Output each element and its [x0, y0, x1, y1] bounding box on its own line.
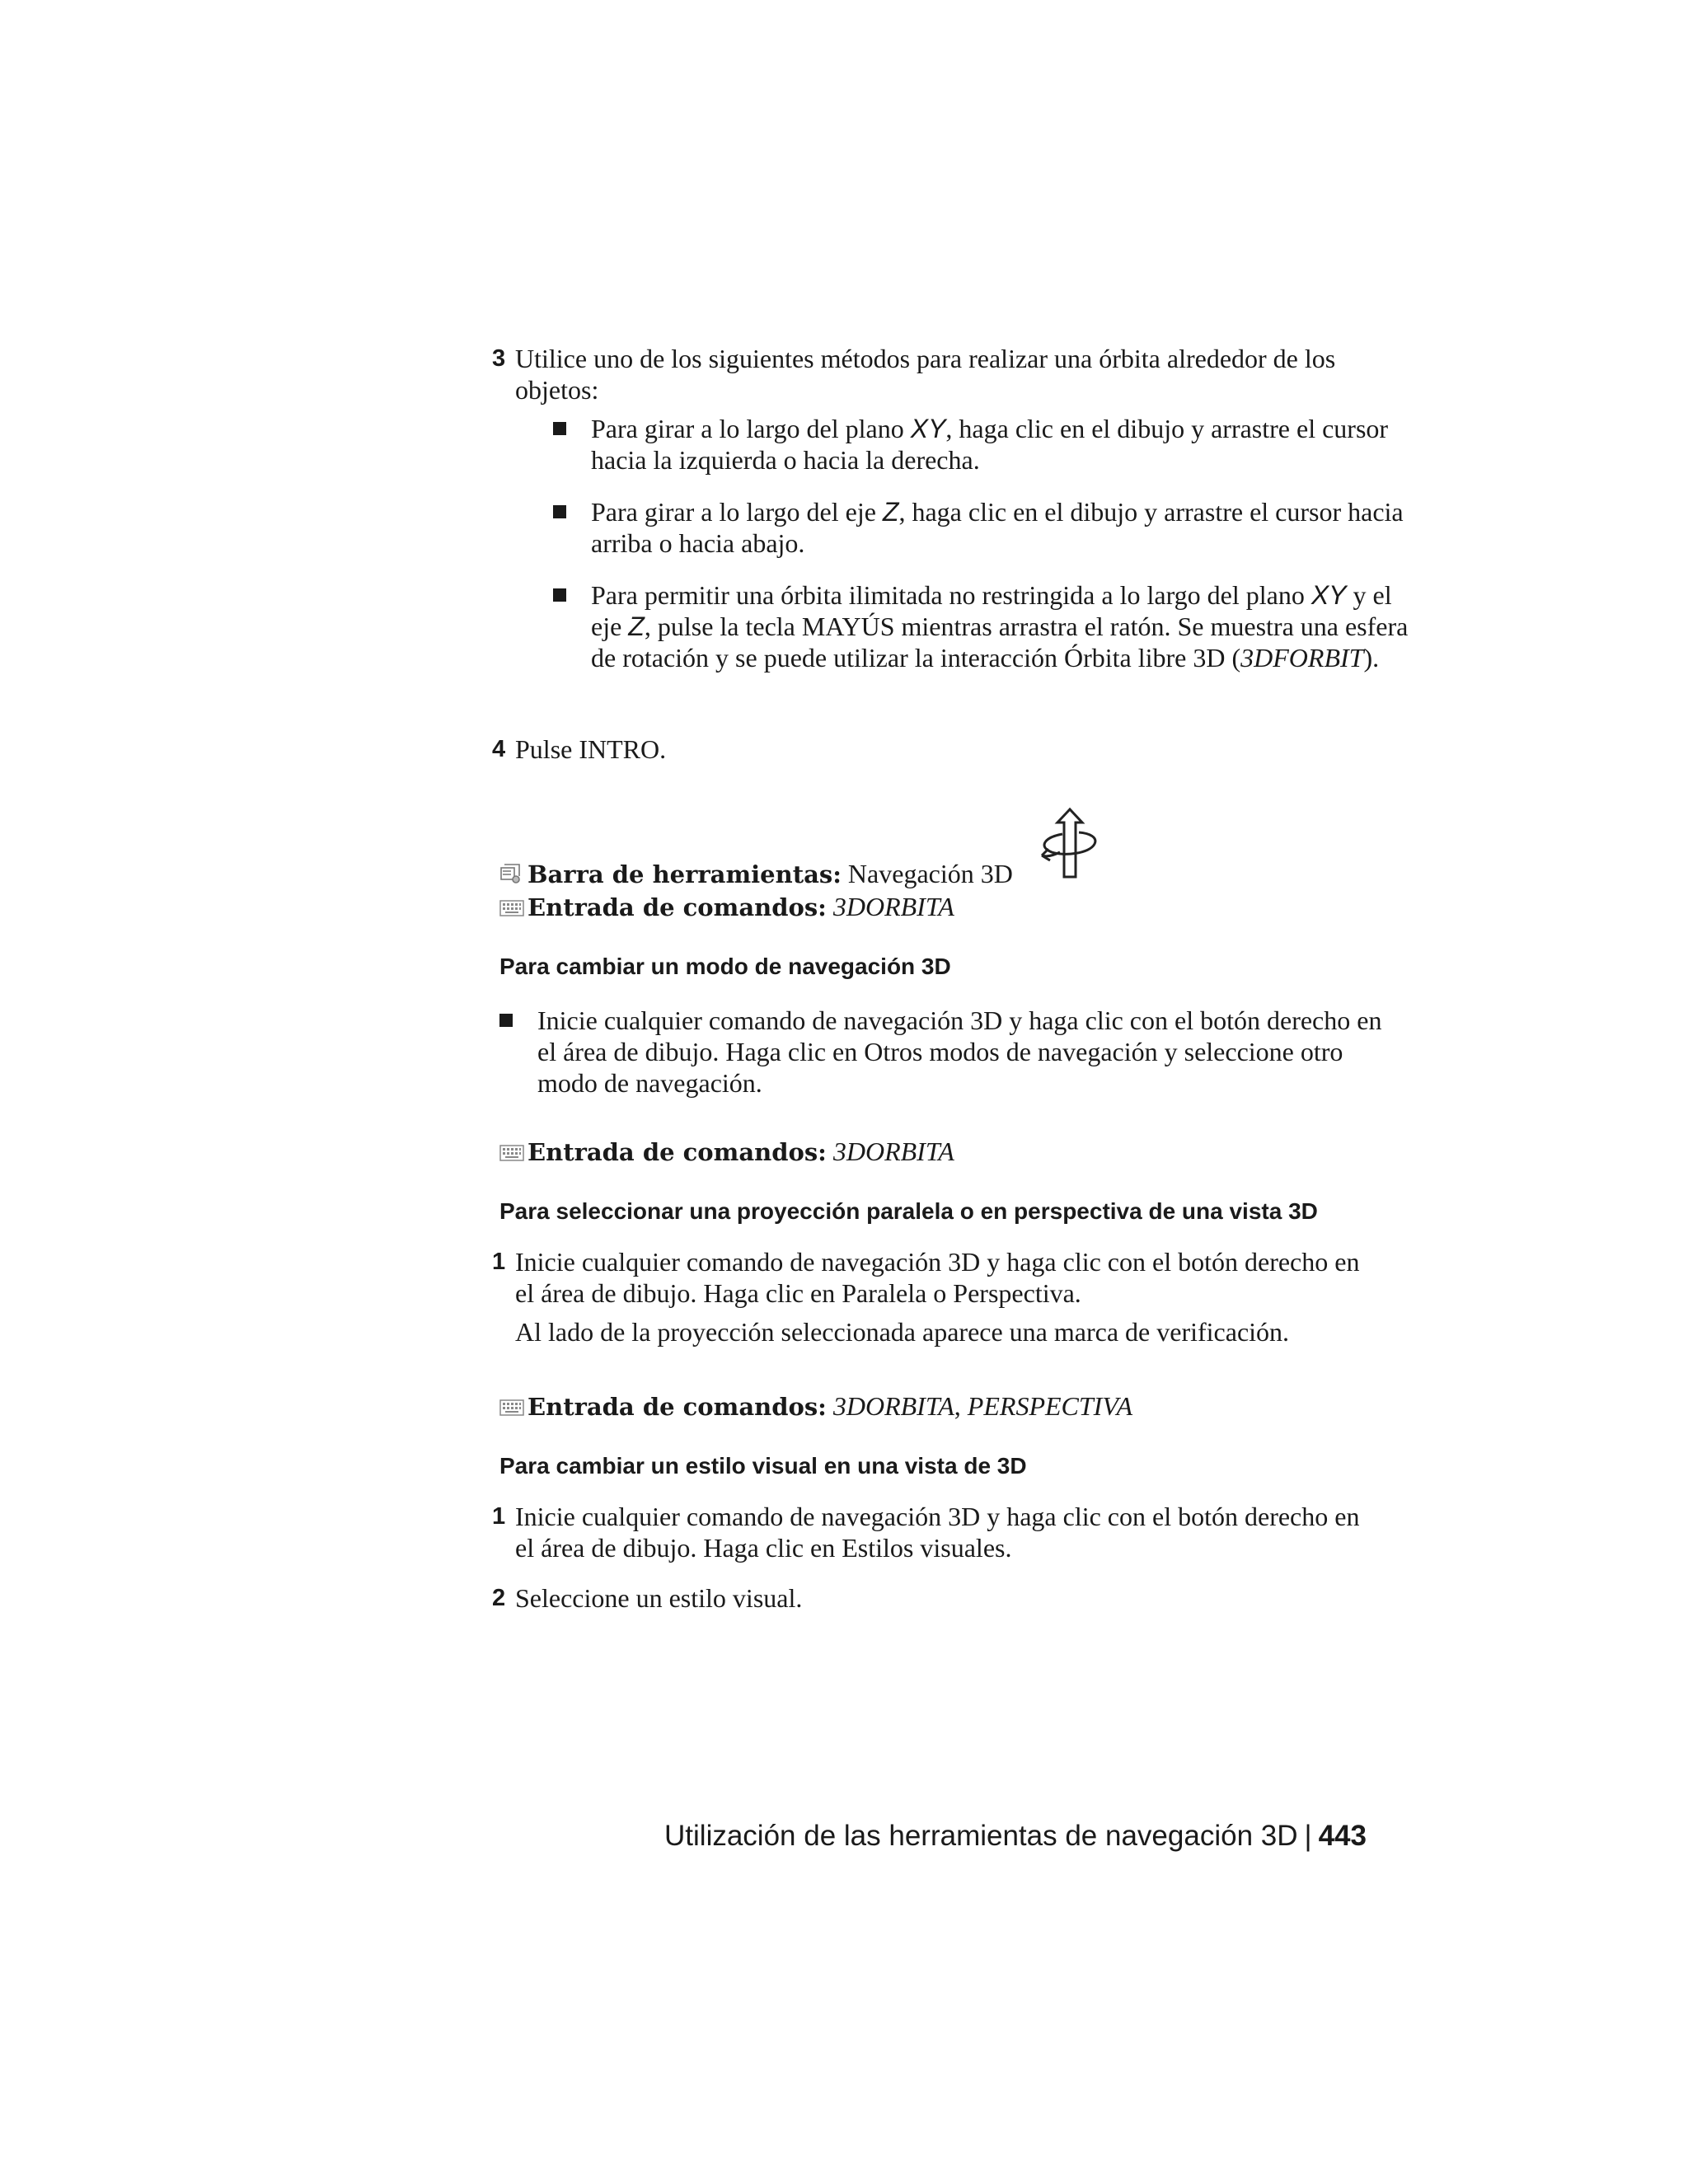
command-value: PERSPECTIVA — [967, 1391, 1133, 1421]
page-footer — [664, 1819, 1367, 1854]
step-text: Seleccione un estilo visual. — [515, 1583, 803, 1613]
bullet-square-icon — [553, 588, 566, 602]
bullet-item — [537, 1005, 1386, 1099]
step-text: Pulse INTRO. — [515, 734, 667, 764]
bullet-text-em: Z — [882, 497, 899, 527]
command-separator: , — [954, 1391, 968, 1421]
bullet-text-em: XY — [1311, 580, 1347, 610]
section-heading: Para cambiar un modo de navegación 3D — [499, 954, 951, 979]
bullet-text: Inicie cualquier comando de navegación 3D y haga clic con el botón derecho en el área de dibujo. Haga clic en Otros modos de navegación y seleccione otro modo de navegación. — [537, 1005, 1382, 1098]
keyboard-icon — [499, 1144, 524, 1162]
toolbar-label: Barra de herramientas: — [528, 860, 842, 888]
command-entry — [499, 891, 954, 923]
step-3 — [492, 343, 1381, 405]
section-heading: Para cambiar un estilo visual en una vista de 3D — [499, 1453, 1027, 1479]
bullet-text-em: Z — [628, 612, 645, 641]
footer-title: Utilización de las herramientas de navegación 3D — [664, 1820, 1298, 1852]
bullet-item — [591, 496, 1415, 559]
toolbar-reference — [499, 858, 1013, 890]
bullet-text-pre: Para permitir una órbita ilimitada no restringida a lo largo del plano — [591, 580, 1311, 610]
step-1 — [492, 1501, 1381, 1563]
keyboard-icon — [499, 1399, 524, 1417]
command-label: Entrada de comandos: — [528, 1393, 827, 1421]
step-number: 2 — [492, 1585, 506, 1611]
orbit-icon — [1035, 806, 1104, 880]
command-entry — [499, 1136, 954, 1168]
bullet-text-post: , pulse la tecla MAYÚS mientras arrastra el ratón. Se muestra una esfera de rotación y se puede utilizar la interacción Órbita libre 3D ( — [591, 612, 1409, 673]
page-number: 443 — [1318, 1820, 1367, 1852]
toolbar-icon — [499, 863, 524, 884]
step-number: 3 — [492, 345, 506, 372]
step-text: Inicie cualquier comando de navegación 3D y haga clic con el botón derecho en el área de dibujo. Haga clic en Estilos visuales. — [515, 1502, 1360, 1563]
step-2 — [492, 1582, 1381, 1614]
bullet-text-post: , haga clic en el dibujo y arrastre el cursor hacia la izquierda o hacia la derecha. — [591, 414, 1389, 475]
step-number: 4 — [492, 736, 506, 762]
bullet-text-pre: Para girar a lo largo del eje — [591, 497, 883, 527]
keyboard-icon — [499, 899, 524, 917]
section-heading: Para seleccionar una proyección paralela o en perspectiva de una vista 3D — [499, 1198, 1318, 1224]
command-value: 3DORBITA — [832, 1391, 954, 1421]
command-value: 3DORBITA — [832, 1137, 954, 1166]
step-text: Inicie cualquier comando de navegación 3D y haga clic con el botón derecho en el área de dibujo. Haga clic en Paralela o Perspectiva. — [515, 1247, 1360, 1308]
step-1 — [492, 1246, 1381, 1309]
command-entry — [499, 1390, 1132, 1422]
step-note-text: Al lado de la proyección seleccionada aparece una marca de verificación. — [515, 1317, 1290, 1347]
bullet-text-em: 3DFORBIT — [1240, 643, 1364, 673]
command-label: Entrada de comandos: — [528, 893, 827, 921]
step-number: 1 — [492, 1249, 506, 1275]
bullet-text-em: XY — [910, 414, 946, 443]
bullet-text-mid: y el eje — [591, 580, 1392, 641]
bullet-text-post: , haga clic en el dibujo y arrastre el cursor hacia arriba o hacia abajo. — [591, 497, 1404, 558]
bullet-square-icon — [553, 505, 566, 518]
step-text: Utilice uno de los siguientes métodos para realizar una órbita alrededor de los objetos: — [515, 344, 1336, 405]
command-label: Entrada de comandos: — [528, 1138, 827, 1166]
step-4 — [492, 733, 1381, 765]
bullet-item — [591, 579, 1415, 673]
step-number: 1 — [492, 1503, 506, 1530]
step-note — [515, 1316, 1381, 1347]
footer-separator: | — [1304, 1820, 1312, 1852]
command-value: 3DORBITA — [832, 892, 954, 921]
bullet-square-icon — [553, 422, 566, 435]
bullet-text-end: ). — [1363, 643, 1380, 673]
toolbar-value: Navegación 3D — [847, 859, 1013, 888]
bullet-square-icon — [499, 1014, 513, 1027]
bullet-text-pre: Para girar a lo largo del plano — [591, 414, 911, 443]
bullet-item — [591, 413, 1415, 476]
